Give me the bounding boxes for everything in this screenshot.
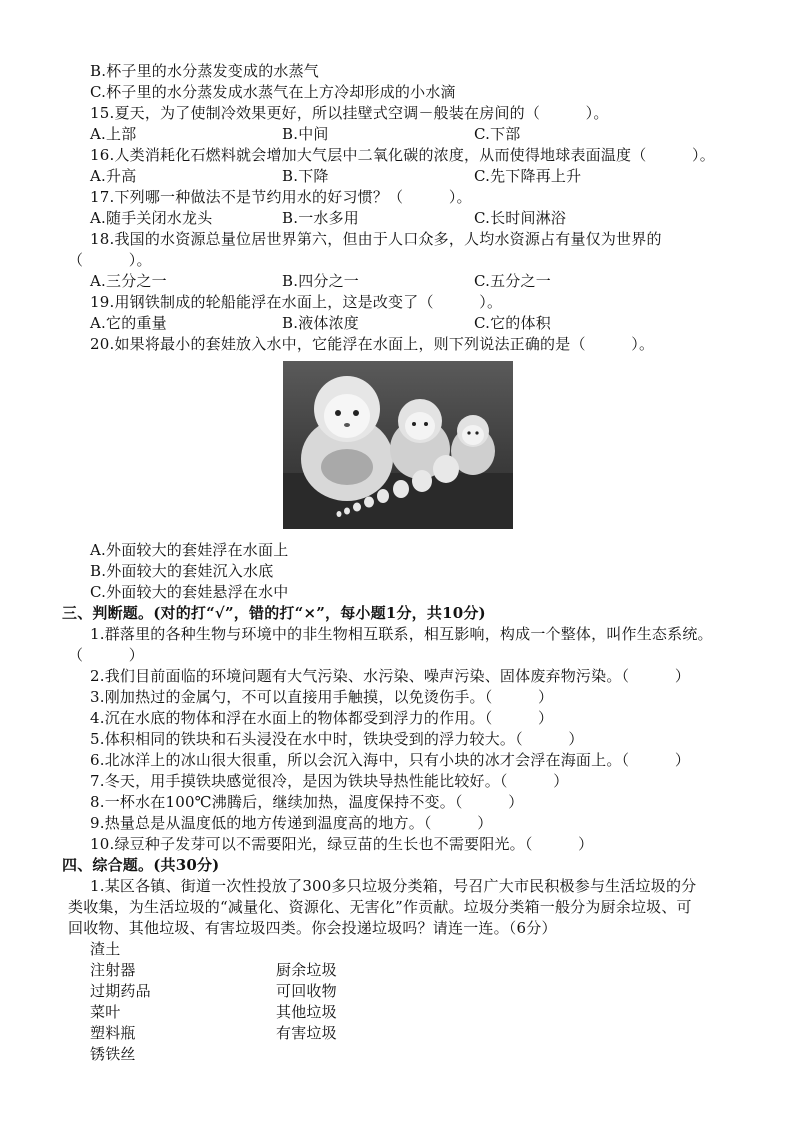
matryoshka-dolls-photo: [283, 361, 513, 529]
q19-option-a: A.它的重量: [90, 314, 167, 332]
q18-option-b: B.四分之一: [282, 272, 359, 290]
section4-title: 四、综合题。(共30分): [62, 856, 220, 874]
doll-large: [301, 376, 393, 501]
judge-item-4: 4.沉在水底的物体和浮在水面上的物体都受到浮力的作用。（ ）: [90, 709, 554, 727]
q18-stem-blank: （ ）。: [68, 251, 152, 269]
q15-option-c: C.下部: [474, 125, 521, 143]
waste-category-1: 厨余垃圾: [276, 961, 337, 979]
q20-option-b: B.外面较大的套娃沉入水底: [90, 562, 274, 580]
q14-option-c: C.杯子里的水分蒸发成水蒸气在上方冷却形成的小水滴: [90, 83, 456, 101]
q16-stem: 16.人类消耗化石燃料就会增加大气层中二氧化碳的浓度，从而使得地球表面温度（ ）。: [90, 146, 715, 164]
q18-option-a: A.三分之一: [90, 272, 167, 290]
q15-stem: 15.夏天，为了使制冷效果更好，所以挂壁式空调－般装在房间的（ ）。: [90, 104, 609, 122]
q19-option-b: B.液体浓度: [282, 314, 359, 332]
q17-option-b: B.一水多用: [282, 209, 359, 227]
judge-item-6: 6.北冰洋上的冰山很大很重，所以会沉入海中，只有小块的冰才会浮在海面上。（ ）: [90, 751, 691, 769]
judge-item-5: 5.体积相同的铁块和石头浸没在水中时，铁块受到的浮力较大。（ ）: [90, 730, 584, 748]
q17-stem: 17.下列哪一种做法不是节约用水的好习惯？（ ）。: [90, 188, 472, 206]
judge-item-1: 1.群落里的各种生物与环境中的非生物相互联系，相互影响，构成一个整体，叫作生态系统。: [90, 625, 713, 643]
q16-option-b: B.下降: [282, 167, 329, 185]
q16-option-a: A.升高: [90, 167, 137, 185]
q19-stem: 19.用钢铁制成的轮船能浮在水面上，这是改变了（ ）。: [90, 293, 503, 311]
q17-option-c: C.长时间淋浴: [474, 209, 567, 227]
waste-item-5: 塑料瓶: [90, 1024, 136, 1042]
q20-option-a: A.外面较大的套娃浮在水面上: [90, 541, 289, 559]
waste-category-4: 有害垃圾: [276, 1024, 337, 1042]
judge-item-1-blank: （ ）: [68, 646, 145, 664]
q4-1-line-1: 1.某区各镇、街道一次性投放了300多只垃圾分类箱，号召广大市民积极参与生活垃圾的分: [90, 877, 697, 895]
waste-item-3: 过期药品: [90, 982, 151, 1000]
waste-item-4: 菜叶: [90, 1003, 121, 1021]
matryoshka-illustration: [283, 361, 513, 529]
waste-item-1: 渣土: [90, 940, 121, 958]
q17-option-a: A.随手关闭水龙头: [90, 209, 213, 227]
q20-stem: 20.如果将最小的套娃放入水中，它能浮在水面上，则下列说法正确的是（ ）。: [90, 335, 655, 353]
section3-title: 三、判断题。(对的打“√”，错的打“×”，每小题1分，共10分): [62, 604, 486, 622]
q18-option-c: C.五分之一: [474, 272, 551, 290]
judge-item-7: 7.冬天，用手摸铁块感觉很冷，是因为铁块导热性能比较好。（ ）: [90, 772, 569, 790]
q15-option-b: B.中间: [282, 125, 329, 143]
judge-item-2: 2.我们目前面临的环境问题有大气污染、水污染、噪声污染、固体废弃物污染。（ ）: [90, 667, 691, 685]
judge-item-9: 9.热量总是从温度低的地方传递到温度高的地方。（ ）: [90, 814, 493, 832]
judge-item-3: 3.刚加热过的金属勺，不可以直接用手触摸，以免烫伤手。（ ）: [90, 688, 554, 706]
q19-option-c: C.它的体积: [474, 314, 551, 332]
waste-category-3: 其他垃圾: [276, 1003, 337, 1021]
waste-item-6: 锈铁丝: [90, 1045, 136, 1063]
waste-category-2: 可回收物: [276, 982, 337, 1000]
q4-1-line-3: 回收物、其他垃圾、有害垃圾四类。你会投递垃圾吗？请连一连。（6分）: [68, 919, 557, 937]
judge-item-8: 8.一杯水在100℃沸腾后，继续加热，温度保持不变。（ ）: [90, 793, 524, 811]
q16-option-c: C.先下降再上升: [474, 167, 582, 185]
q14-option-b: B.杯子里的水分蒸发变成的水蒸气: [90, 62, 319, 80]
q15-option-a: A.上部: [90, 125, 137, 143]
judge-item-10: 10.绿豆种子发芽可以不需要阳光，绿豆苗的生长也不需要阳光。（ ）: [90, 835, 594, 853]
q4-1-line-2: 类收集，为生活垃圾的“减量化、资源化、无害化”作贡献。垃圾分类箱一般分为厨余垃圾、可: [68, 898, 692, 916]
waste-item-2: 注射器: [90, 961, 136, 979]
q20-option-c: C.外面较大的套娃悬浮在水中: [90, 583, 289, 601]
q18-stem: 18.我国的水资源总量位居世界第六，但由于人口众多，人均水资源占有量仅为世界的: [90, 230, 662, 248]
